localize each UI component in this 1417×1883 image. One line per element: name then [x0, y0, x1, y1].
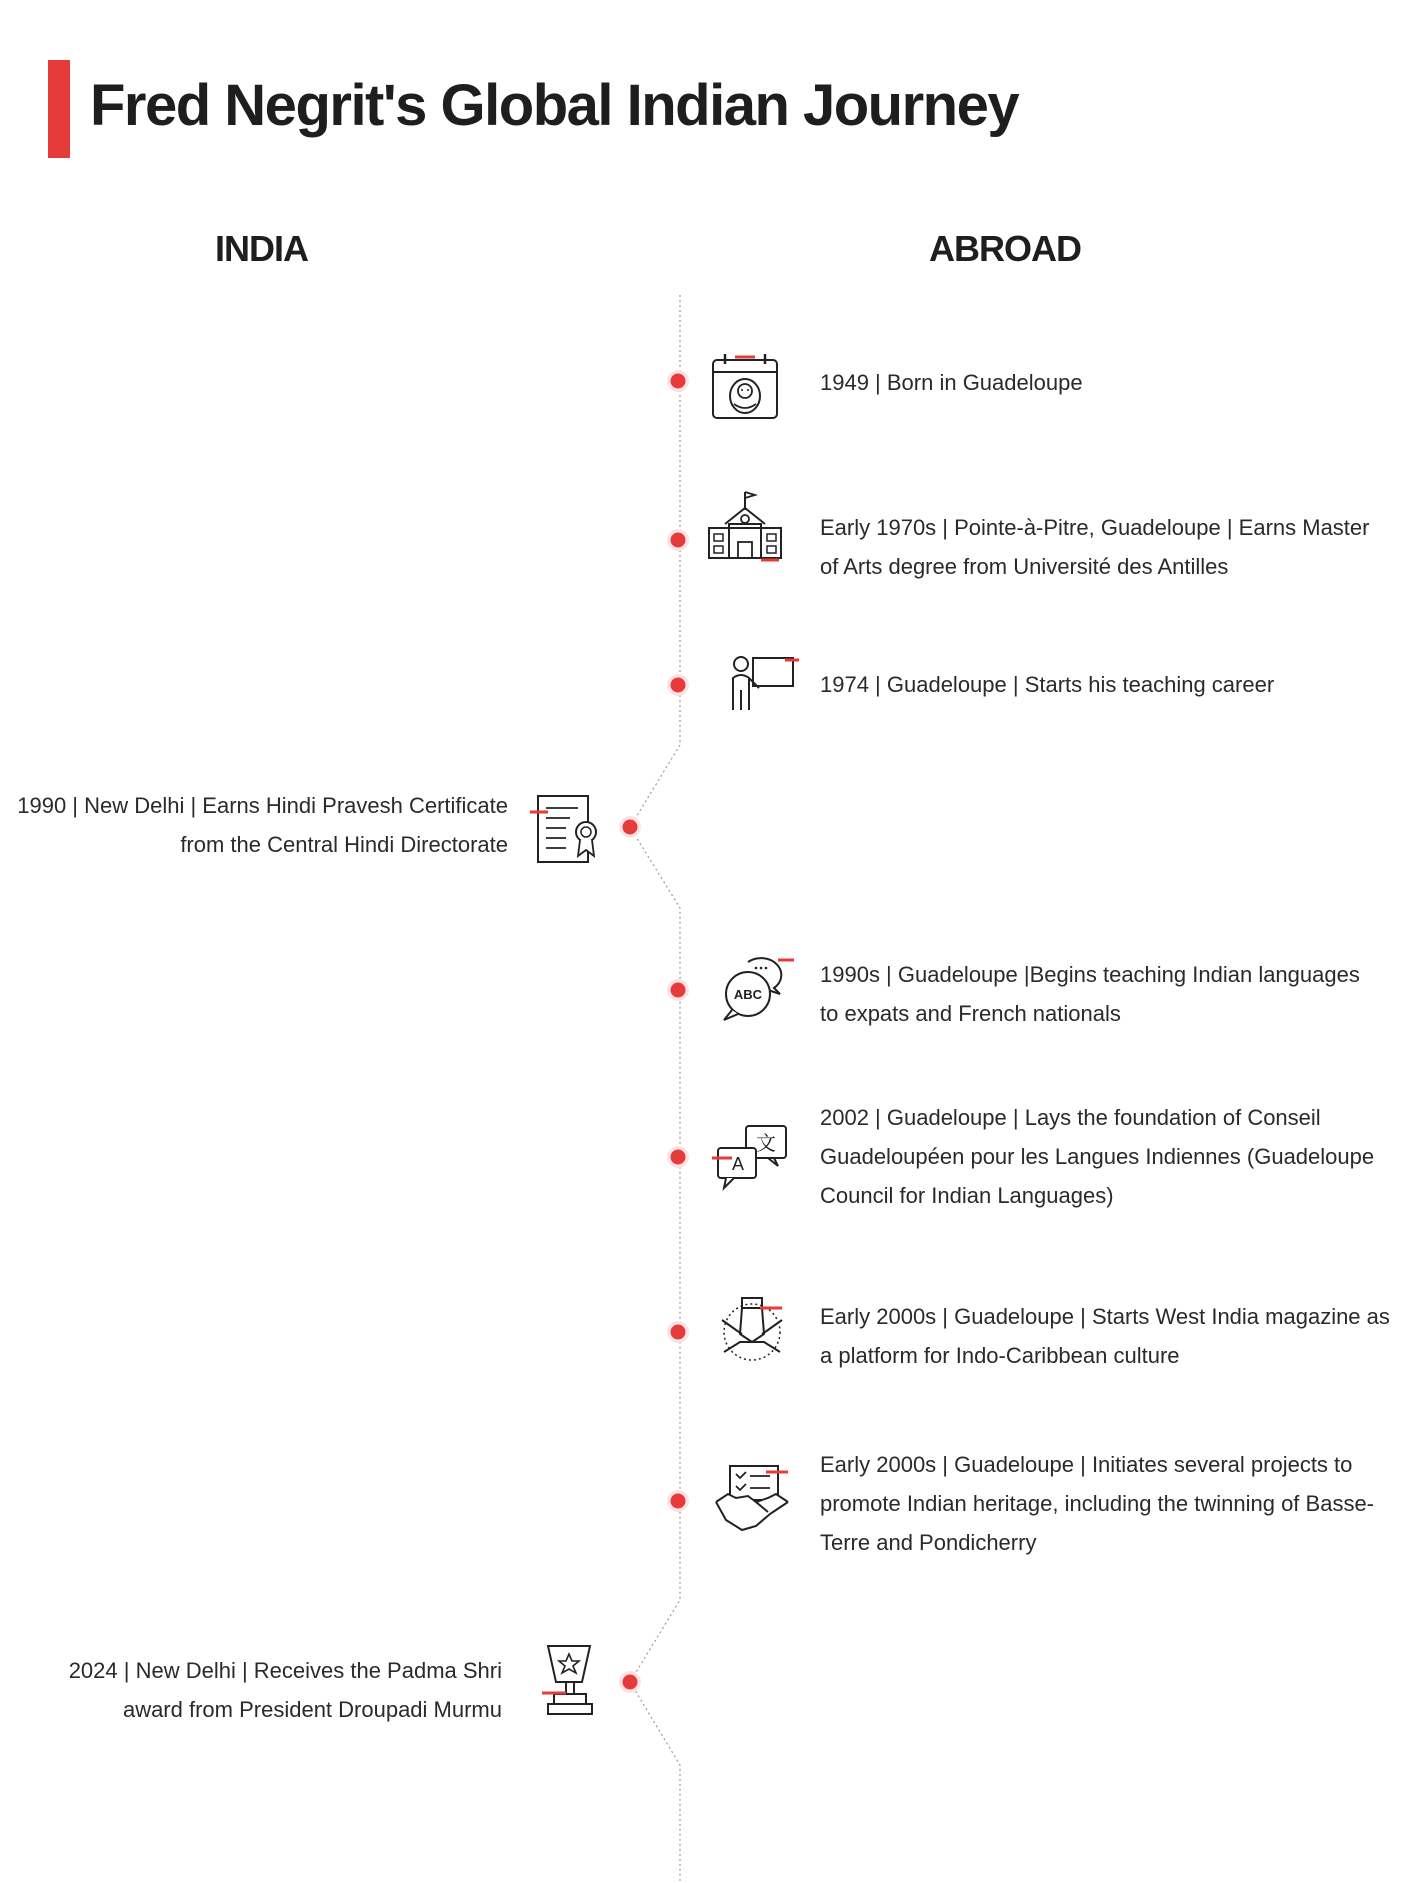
svg-text:ABC: ABC [733, 987, 763, 1002]
timeline-dot [667, 1490, 689, 1512]
timeline-dot [667, 674, 689, 696]
university-building-icon [705, 488, 785, 568]
event-text: 1990 | New Delhi | Earns Hindi Pravesh Certificate from the Central Hindi Directorate [17, 793, 508, 857]
svg-text:文: 文 [756, 1131, 776, 1155]
event-text: Early 2000s | Guadeloupe | Starts West India magazine as a platform for Indo-Caribbean culture [820, 1304, 1390, 1368]
timeline-dot [619, 816, 641, 838]
event-text: 1974 | Guadeloupe | Starts his teaching career [820, 672, 1275, 697]
award-trophy-icon [530, 1640, 610, 1720]
handshake-agreement-icon [712, 1460, 792, 1540]
timeline-dot [619, 1671, 641, 1693]
timeline-dot [667, 529, 689, 551]
timeline-dot [667, 370, 689, 392]
column-heading-india: INDIA [215, 228, 308, 269]
timeline-dot [667, 979, 689, 1001]
event-text: Early 2000s | Guadeloupe | Initiates several projects to promote Indian heritage, including the twinning of Basse-Terre and Pondicherry [820, 1452, 1375, 1555]
timeline-dot [667, 1321, 689, 1343]
svg-text:A: A [731, 1154, 745, 1174]
timeline-dot [667, 1146, 689, 1168]
calendar-baby-icon [705, 350, 785, 430]
event-text: Early 1970s | Pointe-à-Pitre, Guadeloupe | Earns Master of Arts degree from Université des Antilles [820, 515, 1370, 579]
united-hands-icon [712, 1290, 792, 1370]
page-title: Fred Negrit's Global Indian Journey [90, 73, 1019, 138]
certificate-icon [530, 790, 610, 870]
event-text: 2024 | New Delhi | Receives the Padma Shri award from President Droupadi Murmu [68, 1658, 502, 1722]
column-heading-abroad: ABROAD [929, 228, 1081, 269]
teacher-board-icon [725, 650, 805, 730]
event-text: 2002 | Guadeloupe | Lays the foundation of Conseil Guadeloupéen pour les Langues Indiennes (Guadeloupe Council for Indian Languages) [820, 1105, 1375, 1208]
event-text: 1990s | Guadeloupe |Begins teaching Indian languages to expats and French nationals [820, 962, 1360, 1026]
abc-speech-bubbles-icon [718, 948, 798, 1028]
translation-bubbles-icon [712, 1120, 792, 1200]
event-text: 1949 | Born in Guadeloupe [820, 370, 1083, 395]
